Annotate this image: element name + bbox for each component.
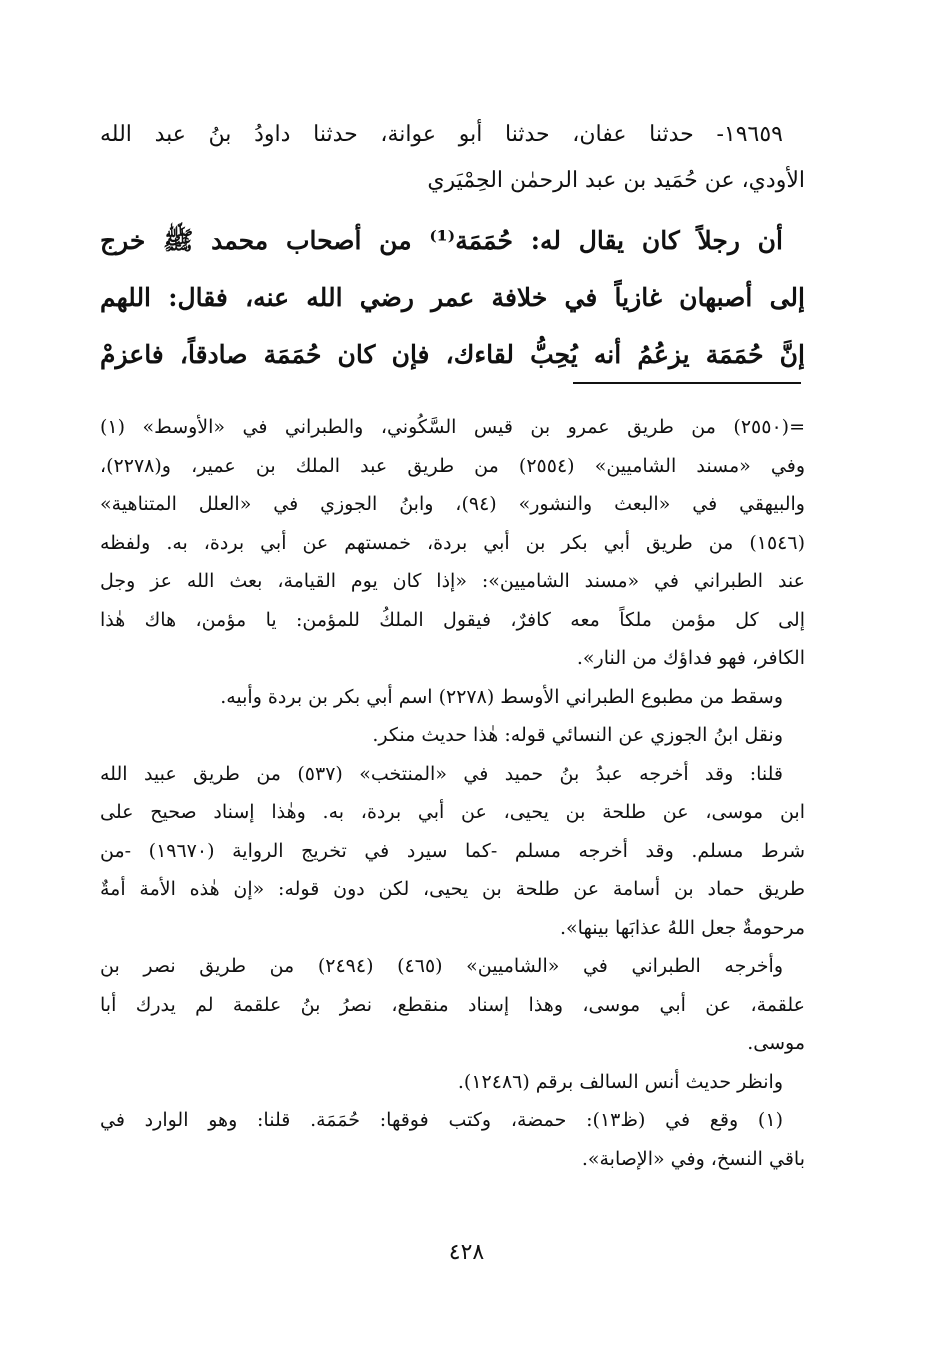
footnote-line: طريق حماد بن أسامة عن طلحة بن يحيى، لكن دون قوله: «إن هٰذه الأمة أمةٌ [100, 878, 805, 900]
matn-line: إلى أصبهان غازياً في خلافة عمر رضي الله عنه، فقال: اللهم [100, 283, 805, 312]
hadith-isnad [100, 112, 805, 204]
footnote-line: ابن موسى، عن طلحة بن يحيى، عن أبي بردة، به. وهٰذا إسناد صحيح على [100, 801, 805, 823]
footnote-line: عند الطبراني في «مسند الشاميين»: «إذا كان يوم القيامة، بعث الله عز وجل [100, 570, 805, 592]
footnote-separator [573, 382, 801, 384]
isnad-line: الأودي، عن حُمَيد بن عبد الرحمٰن الحِمْيَري [427, 168, 805, 193]
footnote-line: مرحومةٌ جعل اللهُ عذابَها بينها». [560, 916, 805, 939]
matn-line: إنَّ حُمَمَة يزعُمُ أنه يُحِبُّ لقاءك، فإن كان حُمَمَة صادقاً، فاعزمْ [100, 340, 805, 369]
isnad-line: ١٩٦٥٩- حدثنا عفان، حدثنا أبو عوانة، حدثنا داودُ بنُ عبد الله [100, 122, 783, 147]
footnote-line: (١) وقع في (ظ١٣): حمضة، وكتب فوقها: حُمَمَة. قلنا: وهو الوارد في [100, 1109, 783, 1131]
hadith-matn [100, 212, 805, 383]
footnotes [100, 408, 805, 1178]
page-number: ٤٢٨ [448, 1240, 485, 1265]
footnote-line: إلى كل مؤمن ملكاً معه كافرٌ، فيقول الملكُ للمؤمن: يا مؤمن، هاك هٰذا [100, 608, 805, 631]
matn-line: أن رجلاً كان يقال له: حُمَمَة⁽¹⁾ من أصحاب محمد ﷺ خرج [100, 226, 783, 255]
footnote-line: والبيهقي في «البعث والنشور» (٩٤)، وابنُ الجوزي في «العلل المتناهية» [100, 493, 805, 515]
footnote-line: باقي النسخ، وفي «الإصابة». [581, 1147, 805, 1170]
footnote-line: قلنا: وقد أخرجه عبدُ بنُ حميد في «المنتخب» (٥٣٧) من طريق عبيد الله [100, 762, 783, 785]
footnote-line: وانظر حديث أنس السالف برقم (١٢٤٨٦). [457, 1070, 783, 1093]
footnote-line: وأخرجه الطبراني في «الشاميين» (٤٦٥) (٢٤٩٤) من طريق نصر بن [100, 955, 783, 977]
footnote-line: شرط مسلم. وقد أخرجه مسلم -كما سيرد في تخريج الرواية (١٩٦٧٠) -من [100, 839, 805, 862]
footnote-line: موسى. [747, 1032, 805, 1054]
footnote-line: وفي «مسند الشاميين» (٢٥٥٤) من طريق عبد الملك بن عمير، و(٢٢٧٨)، [100, 454, 805, 477]
footnote-line: وسقط من مطبوع الطبراني الأوسط (٢٢٧٨) اسم أبي بكر بن بردة وأبيه. [220, 685, 783, 708]
footnote-line: ونقل ابنُ الجوزي عن النسائي قوله: هٰذا حديث منكر. [372, 724, 783, 746]
footnote-line: =(٢٥٥٠) من طريق عمرو بن قيس السَّكُوني، والطبراني في «الأوسط» (١) [100, 416, 805, 438]
footnote-line: الكافر، فهو فداؤك من النار». [576, 647, 805, 669]
footnote-line: (١٥٤٦) من طريق أبي بكر بن أبي بردة، خمستهم عن أبي بردة، به. ولفظه [100, 531, 805, 554]
footnote-line: علقمة، عن أبي موسى، وهذا إسناد منقطع، نصرُ بنُ علقمة لم يدرك أبا [100, 993, 805, 1016]
